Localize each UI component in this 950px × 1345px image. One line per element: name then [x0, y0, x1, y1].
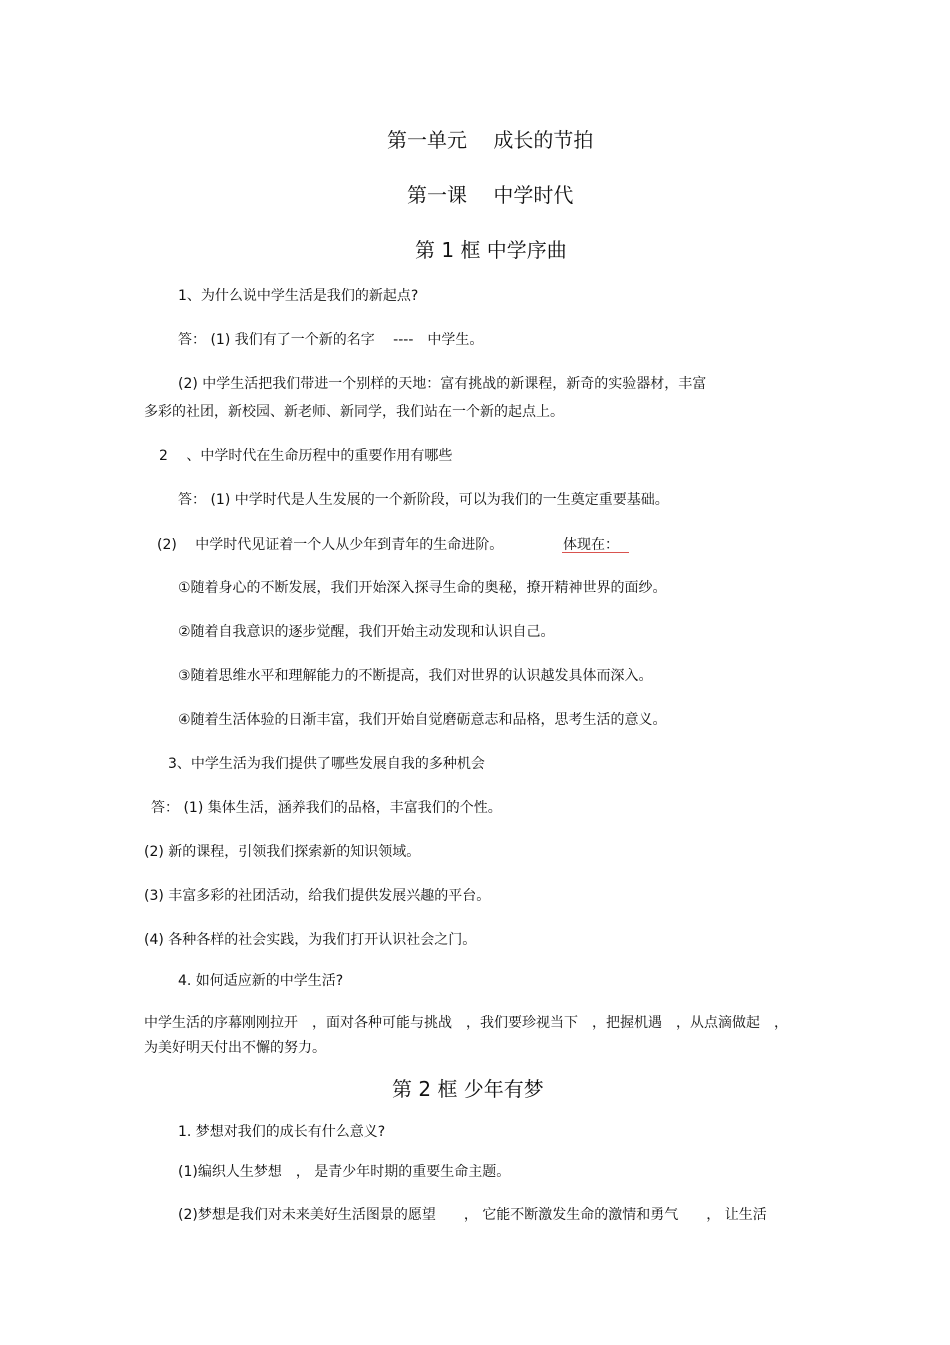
question-1: 1、为什么说中学生活是我们的新起点? [178, 288, 419, 304]
frame2-heading: 第 2 框 少年有梦 [392, 1077, 544, 1101]
answer-3-3: (3) 丰富多彩的社团活动，给我们提供发展兴趣的平台。 [144, 888, 491, 904]
answer-4-line1: 中学生活的序幕刚刚拉开 ，面对各种可能与挑战 ，我们要珍视当下 ，把握机遇 ，从点滴做起 ， [144, 1015, 788, 1031]
question-2: 2 、中学时代在生命历程中的重要作用有哪些 [159, 448, 453, 464]
frame1-heading: 第 1 框 中学序曲 [415, 238, 567, 262]
answer-1-2-line2: 多彩的社团，新校园、新老师、新同学，我们站在一个新的起点上。 [144, 404, 564, 420]
answer-2-1: 答： (1) 中学时代是人生发展的一个新阶段，可以为我们的一生奠定重要基础。 [178, 492, 669, 508]
lesson-heading: 第一课 中学时代 [407, 183, 574, 207]
unit-heading: 第一单元 成长的节拍 [387, 128, 594, 152]
frame2-answer-1: (1)编织人生梦想 ， 是青少年时期的重要生命主题。 [178, 1164, 511, 1180]
answer-1-1: 答： (1) 我们有了一个新的名字 ---- 中学生。 [178, 332, 484, 348]
frame2-answer-2: (2)梦想是我们对未来美好生活图景的愿望 ， 它能不断激发生命的激情和勇气 ， 让生活 [178, 1207, 767, 1223]
answer-3-2: (2) 新的课程，引领我们探索新的知识领域。 [144, 844, 421, 860]
answer-2-item-1: ①随着身心的不断发展，我们开始深入探寻生命的奥秘，撩开精神世界的面纱。 [178, 580, 667, 596]
answer-2-item-4: ④随着生活体验的日渐丰富，我们开始自觉磨砺意志和品格，思考生活的意义。 [178, 712, 667, 728]
answer-4-line2: 为美好明天付出不懈的努力。 [144, 1040, 326, 1056]
red-underline [562, 552, 629, 553]
answer-3-1: 答： (1) 集体生活，涵养我们的品格，丰富我们的个性。 [151, 800, 502, 816]
question-3: 3、中学生活为我们提供了哪些发展自我的多种机会 [168, 756, 485, 772]
frame2-question-1: 1. 梦想对我们的成长有什么意义? [178, 1124, 386, 1140]
answer-1-2-line1: (2) 中学生活把我们带进一个别样的天地：富有挑战的新课程，新奇的实验器材，丰富 [178, 376, 707, 392]
answer-3-4: (4) 各种各样的社会实践，为我们打开认识社会之门。 [144, 932, 477, 948]
answer-2-2-tail: 体现在： [563, 537, 619, 553]
question-4: 4. 如何适应新的中学生活? [178, 973, 344, 989]
answer-2-item-3: ③随着思维水平和理解能力的不断提高，我们对世界的认识越发具体而深入。 [178, 668, 653, 684]
answer-2-2: (2) 中学时代见证着一个人从少年到青年的生命进阶。 [157, 537, 504, 553]
answer-2-item-2: ②随着自我意识的逐步觉醒，我们开始主动发现和认识自己。 [178, 624, 555, 640]
